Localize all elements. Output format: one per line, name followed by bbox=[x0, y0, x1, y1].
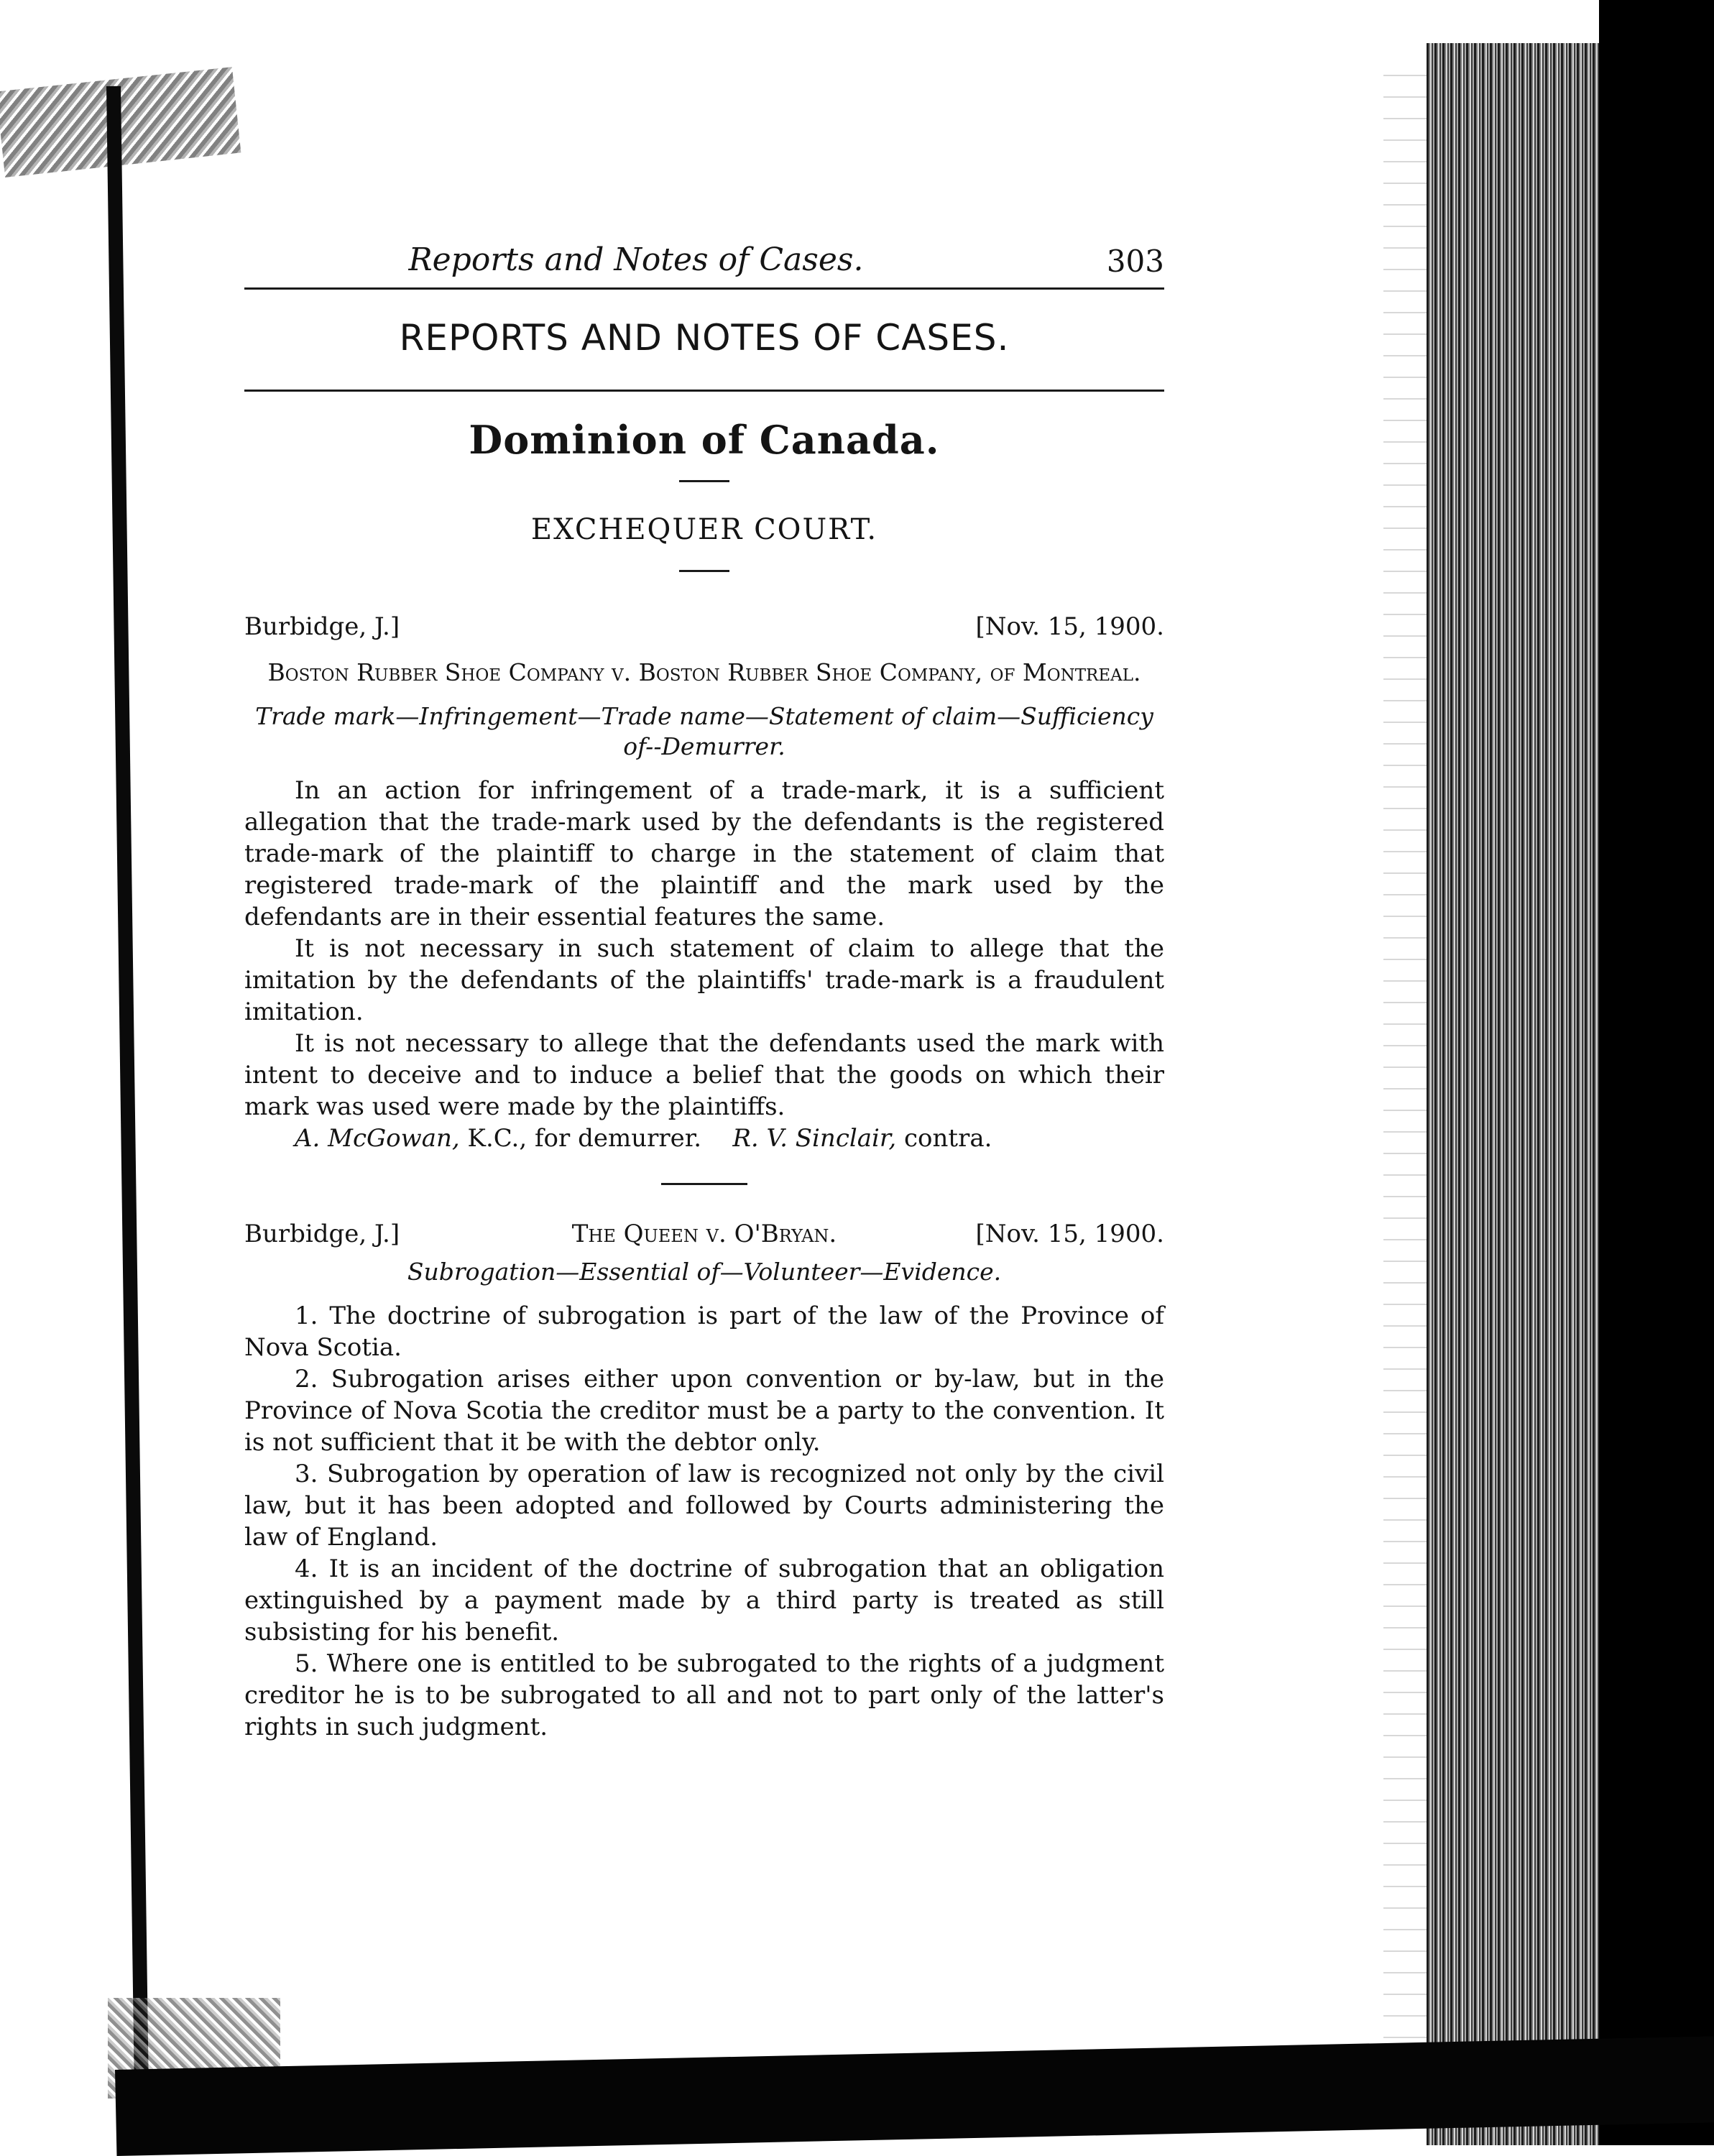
case2-date: [Nov. 15, 1900. bbox=[975, 1220, 1164, 1248]
case1-paragraph: In an action for infringement of a trade-mark, it is a sufficient allegation that the trade-mark used by the defendants is the registered trade-mark of the plaintiff to charge in the statement of claim that registered trade-mark of the plaintiff and the mark used by the defendants are in their essential features the same. bbox=[244, 776, 1164, 931]
document-page bbox=[244, 237, 1164, 1743]
counsel-role: K.C., for demurrer. bbox=[459, 1124, 702, 1153]
case2-judge: Burbidge, J.] bbox=[244, 1220, 400, 1248]
case1-judge-line bbox=[244, 611, 1164, 642]
page-number: 303 bbox=[1106, 244, 1164, 279]
book-spine-shadow bbox=[1599, 0, 1714, 2145]
counsel-name: R. V. Sinclair, bbox=[732, 1124, 897, 1153]
case1-paragraph: It is not necessary in such statement of claim to allege that the imitation by the defendants of the plaintiffs' trade-mark is a fraudulent imitation. bbox=[244, 934, 1164, 1026]
case2-point: 3. Subrogation by operation of law is recognized not only by the civil law, but it has been adopted and followed by Courts administering the law of England. bbox=[244, 1460, 1164, 1552]
section-title: REPORTS AND NOTES OF CASES. bbox=[399, 317, 1010, 359]
case1-counsel bbox=[244, 1123, 1164, 1154]
divider-short bbox=[679, 570, 729, 572]
jurisdiction-heading: Dominion of Canada. bbox=[469, 417, 940, 463]
case2-headnote: Subrogation—Essential of—Volunteer—Evidence. bbox=[407, 1258, 1002, 1286]
case1-date: [Nov. 15, 1900. bbox=[975, 612, 1164, 641]
divider-short bbox=[661, 1183, 747, 1185]
case2-judge-line bbox=[244, 1218, 1164, 1250]
case1-judge: Burbidge, J.] bbox=[244, 612, 400, 641]
case2-point: 4. It is an incident of the doctrine of subrogation that an obligation extinguished by a payment made by a third party is treated as still subsisting for his benefit. bbox=[244, 1554, 1164, 1646]
divider-short bbox=[679, 480, 729, 482]
running-head bbox=[244, 237, 1164, 290]
running-head-title: Reports and Notes of Cases. bbox=[408, 241, 864, 278]
book-left-edge bbox=[106, 86, 149, 2134]
case2-point: 1. The doctrine of subrogation is part of the law of the Province of Nova Scotia. bbox=[244, 1302, 1164, 1362]
case2-parties: The Queen v. O'Bryan. bbox=[571, 1220, 837, 1248]
case1-headnote: Trade mark—Infringement—Trade name—Statement of claim—Sufficiency of--Demurrer. bbox=[255, 702, 1153, 760]
court-heading: EXCHEQUER COURT. bbox=[530, 513, 878, 546]
case2-point: 2. Subrogation arises either upon convention or by-law, but in the Province of Nova Scotia the creditor must be a party to the convention. It is not sufficient that it be with the debtor only. bbox=[244, 1365, 1164, 1457]
case2-point: 5. Where one is entitled to be subrogated to the rights of a judgment creditor he is to be subrogated to all and not to part only of the latter's rights in such judgment. bbox=[244, 1649, 1164, 1741]
case1-paragraph: It is not necessary to allege that the defendants used the mark with intent to deceive and to induce a belief that the goods on which their mark was used were made by the plaintiffs. bbox=[244, 1029, 1164, 1121]
divider bbox=[244, 390, 1164, 392]
counsel-role: contra. bbox=[896, 1124, 992, 1153]
case1-parties: Boston Rubber Shoe Company v. Boston Rubber Shoe Company, of Montreal. bbox=[267, 658, 1141, 686]
counsel-name: A. McGowan, bbox=[295, 1124, 460, 1153]
